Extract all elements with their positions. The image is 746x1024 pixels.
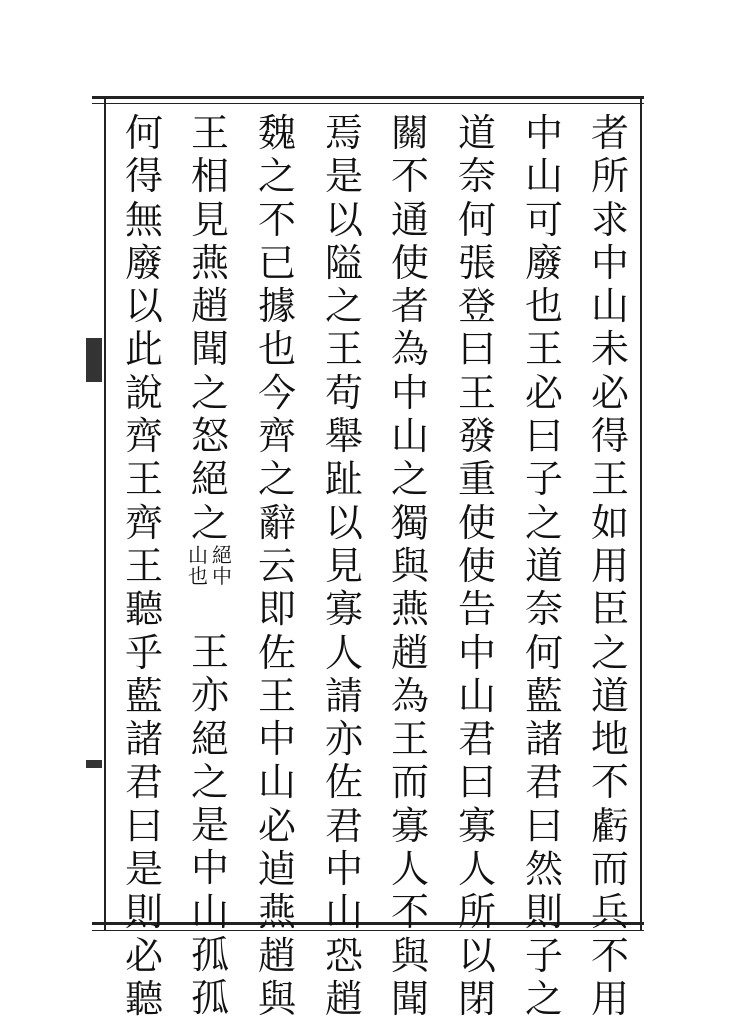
character: 山	[457, 673, 496, 718]
character: 趙	[390, 630, 429, 675]
character: 王	[190, 629, 229, 674]
character: 王	[257, 673, 296, 718]
character: 君	[524, 760, 563, 805]
note-character: 山	[188, 542, 208, 567]
character: 用	[590, 543, 629, 588]
note-subcolumn	[211, 542, 233, 631]
text-column-3	[449, 112, 505, 1021]
character: 獨	[390, 500, 429, 545]
character: 王	[390, 717, 429, 762]
character: 然	[524, 847, 563, 892]
character: 齊	[124, 500, 163, 545]
character: 中	[524, 111, 563, 155]
character: 使	[457, 543, 496, 588]
character: 之	[524, 500, 563, 545]
character: 也	[257, 327, 296, 372]
text-column-2	[516, 112, 572, 1021]
character: 以	[124, 284, 163, 329]
character: 所	[457, 890, 496, 935]
character: 兵	[590, 890, 629, 935]
character: 曰	[524, 803, 563, 848]
character: 不	[590, 933, 629, 978]
character: 王	[590, 457, 629, 502]
character: 通	[390, 197, 429, 242]
character: 如	[590, 500, 629, 545]
character: 不	[390, 890, 429, 935]
character: 曰	[457, 760, 496, 805]
character: 不	[590, 760, 629, 805]
character: 趙	[257, 933, 296, 978]
top-border	[92, 96, 644, 99]
character: 據	[257, 284, 296, 329]
character: 為	[390, 673, 429, 718]
character: 恐	[324, 933, 363, 978]
character: 關	[390, 111, 429, 155]
character: 無	[124, 197, 163, 242]
character: 佐	[324, 760, 363, 805]
character: 重	[457, 457, 496, 502]
character: 登	[457, 284, 496, 329]
character: 發	[457, 414, 496, 459]
character: 舉	[324, 414, 363, 459]
character: 而	[590, 847, 629, 892]
character: 道	[457, 111, 496, 155]
character: 諸	[124, 717, 163, 762]
character: 見	[190, 197, 229, 242]
character: 是	[190, 803, 229, 848]
character: 子	[524, 933, 563, 978]
character: 云	[257, 543, 296, 588]
character: 而	[390, 760, 429, 805]
character: 山	[324, 890, 363, 935]
character: 使	[390, 240, 429, 285]
character: 山	[257, 760, 296, 805]
character: 趙	[190, 284, 229, 329]
character: 何	[124, 111, 163, 155]
character: 必	[124, 933, 163, 978]
character: 必	[590, 370, 629, 415]
character: 曰	[524, 414, 563, 459]
character: 王	[324, 327, 363, 372]
character: 也	[524, 284, 563, 329]
character: 與	[257, 976, 296, 1021]
text-column-5	[316, 112, 372, 1021]
character: 地	[590, 717, 629, 762]
character: 臣	[590, 587, 629, 632]
character: 中	[390, 370, 429, 415]
character: 人	[457, 847, 496, 892]
character: 必	[524, 370, 563, 415]
character: 求	[590, 197, 629, 242]
character: 請	[324, 673, 363, 718]
character: 諸	[524, 717, 563, 762]
character: 以	[324, 197, 363, 242]
character: 中	[324, 847, 363, 892]
character: 山	[524, 154, 563, 199]
character: 王	[524, 327, 563, 372]
character: 齊	[124, 414, 163, 459]
character: 寡	[457, 803, 496, 848]
character: 以	[324, 500, 363, 545]
character: 中	[257, 717, 296, 762]
text-column-7	[182, 112, 238, 1021]
character: 曰	[124, 803, 163, 848]
character: 以	[457, 933, 496, 978]
character: 辭	[257, 500, 296, 545]
character: 王	[190, 111, 229, 155]
character: 用	[590, 976, 629, 1021]
character: 寡	[390, 803, 429, 848]
character: 逌	[257, 847, 296, 892]
character: 所	[590, 154, 629, 199]
character: 聽	[124, 587, 163, 632]
character: 不	[390, 154, 429, 199]
character: 君	[457, 717, 496, 762]
character: 未	[590, 327, 629, 372]
character: 是	[324, 154, 363, 199]
character: 藍	[124, 673, 163, 718]
character: 閉	[457, 976, 496, 1021]
character: 奈	[524, 587, 563, 632]
character: 則	[524, 890, 563, 935]
character: 之	[390, 457, 429, 502]
text-column-8	[116, 112, 172, 1021]
character: 齊	[257, 414, 296, 459]
note-subcolumn	[187, 542, 209, 631]
character: 何	[457, 197, 496, 242]
character: 魏	[257, 111, 296, 155]
character: 趾	[324, 457, 363, 502]
character: 中	[590, 240, 629, 285]
character: 苟	[324, 370, 363, 415]
character: 之	[190, 500, 229, 545]
interlinear-note	[187, 542, 233, 631]
character: 聞	[190, 327, 229, 372]
character: 者	[590, 111, 629, 155]
character: 君	[124, 760, 163, 805]
character: 子	[524, 457, 563, 502]
character: 之	[324, 284, 363, 329]
character: 孤	[190, 933, 229, 978]
character: 使	[457, 500, 496, 545]
character: 山	[190, 889, 229, 934]
character: 王	[124, 457, 163, 502]
left-border	[104, 96, 106, 930]
character: 者	[390, 284, 429, 329]
character: 此	[124, 327, 163, 372]
character: 孤	[190, 976, 229, 1021]
character: 燕	[257, 890, 296, 935]
character: 可	[524, 197, 563, 242]
character: 山	[390, 414, 429, 459]
character: 是	[124, 847, 163, 892]
character: 亦	[190, 673, 229, 718]
character: 人	[390, 847, 429, 892]
note-character: 也	[188, 563, 208, 588]
character: 之	[257, 457, 296, 502]
character: 為	[390, 327, 429, 372]
character: 人	[324, 630, 363, 675]
character: 乎	[124, 630, 163, 675]
character: 王	[124, 543, 163, 588]
character: 中	[457, 630, 496, 675]
character: 之	[190, 759, 229, 804]
text-column-1	[582, 112, 638, 1021]
right-border	[640, 96, 642, 930]
character: 亦	[324, 717, 363, 762]
character: 張	[457, 240, 496, 285]
character: 必	[257, 803, 296, 848]
character: 與	[390, 543, 429, 588]
character: 廢	[524, 240, 563, 285]
text-column-6	[249, 112, 305, 1021]
character: 絕	[190, 457, 229, 502]
character: 王	[457, 370, 496, 415]
character: 得	[124, 154, 163, 199]
character: 焉	[324, 111, 363, 155]
character: 怒	[190, 414, 229, 459]
character: 相	[190, 154, 229, 199]
character: 已	[257, 240, 296, 285]
character: 燕	[390, 587, 429, 632]
text-column-4	[382, 112, 438, 1021]
binding-edge	[86, 110, 104, 930]
character: 聞	[390, 976, 429, 1021]
character: 廢	[124, 240, 163, 285]
character: 聽	[124, 976, 163, 1021]
character: 中	[190, 846, 229, 891]
character: 得	[590, 414, 629, 459]
character: 藍	[524, 673, 563, 718]
character: 奈	[457, 154, 496, 199]
character: 見	[324, 543, 363, 588]
character: 趙	[324, 976, 363, 1021]
character: 隘	[324, 240, 363, 285]
character: 寡	[324, 587, 363, 632]
character: 虧	[590, 803, 629, 848]
note-character: 中	[212, 563, 232, 588]
character: 與	[390, 933, 429, 978]
character: 說	[124, 370, 163, 415]
character: 君	[324, 803, 363, 848]
character: 之	[190, 370, 229, 415]
character: 今	[257, 370, 296, 415]
character: 絕	[190, 716, 229, 761]
character: 告	[457, 587, 496, 632]
character: 佐	[257, 630, 296, 675]
top-border-thin	[92, 103, 644, 104]
character: 道	[524, 543, 563, 588]
character: 之	[257, 154, 296, 199]
character: 何	[524, 630, 563, 675]
character: 即	[257, 587, 296, 632]
character: 燕	[190, 240, 229, 285]
character: 山	[590, 284, 629, 329]
character: 不	[257, 197, 296, 242]
character: 則	[124, 890, 163, 935]
character: 之	[524, 976, 563, 1021]
character: 曰	[457, 327, 496, 372]
note-character: 絕	[212, 542, 232, 567]
character: 道	[590, 673, 629, 718]
character: 之	[590, 630, 629, 675]
